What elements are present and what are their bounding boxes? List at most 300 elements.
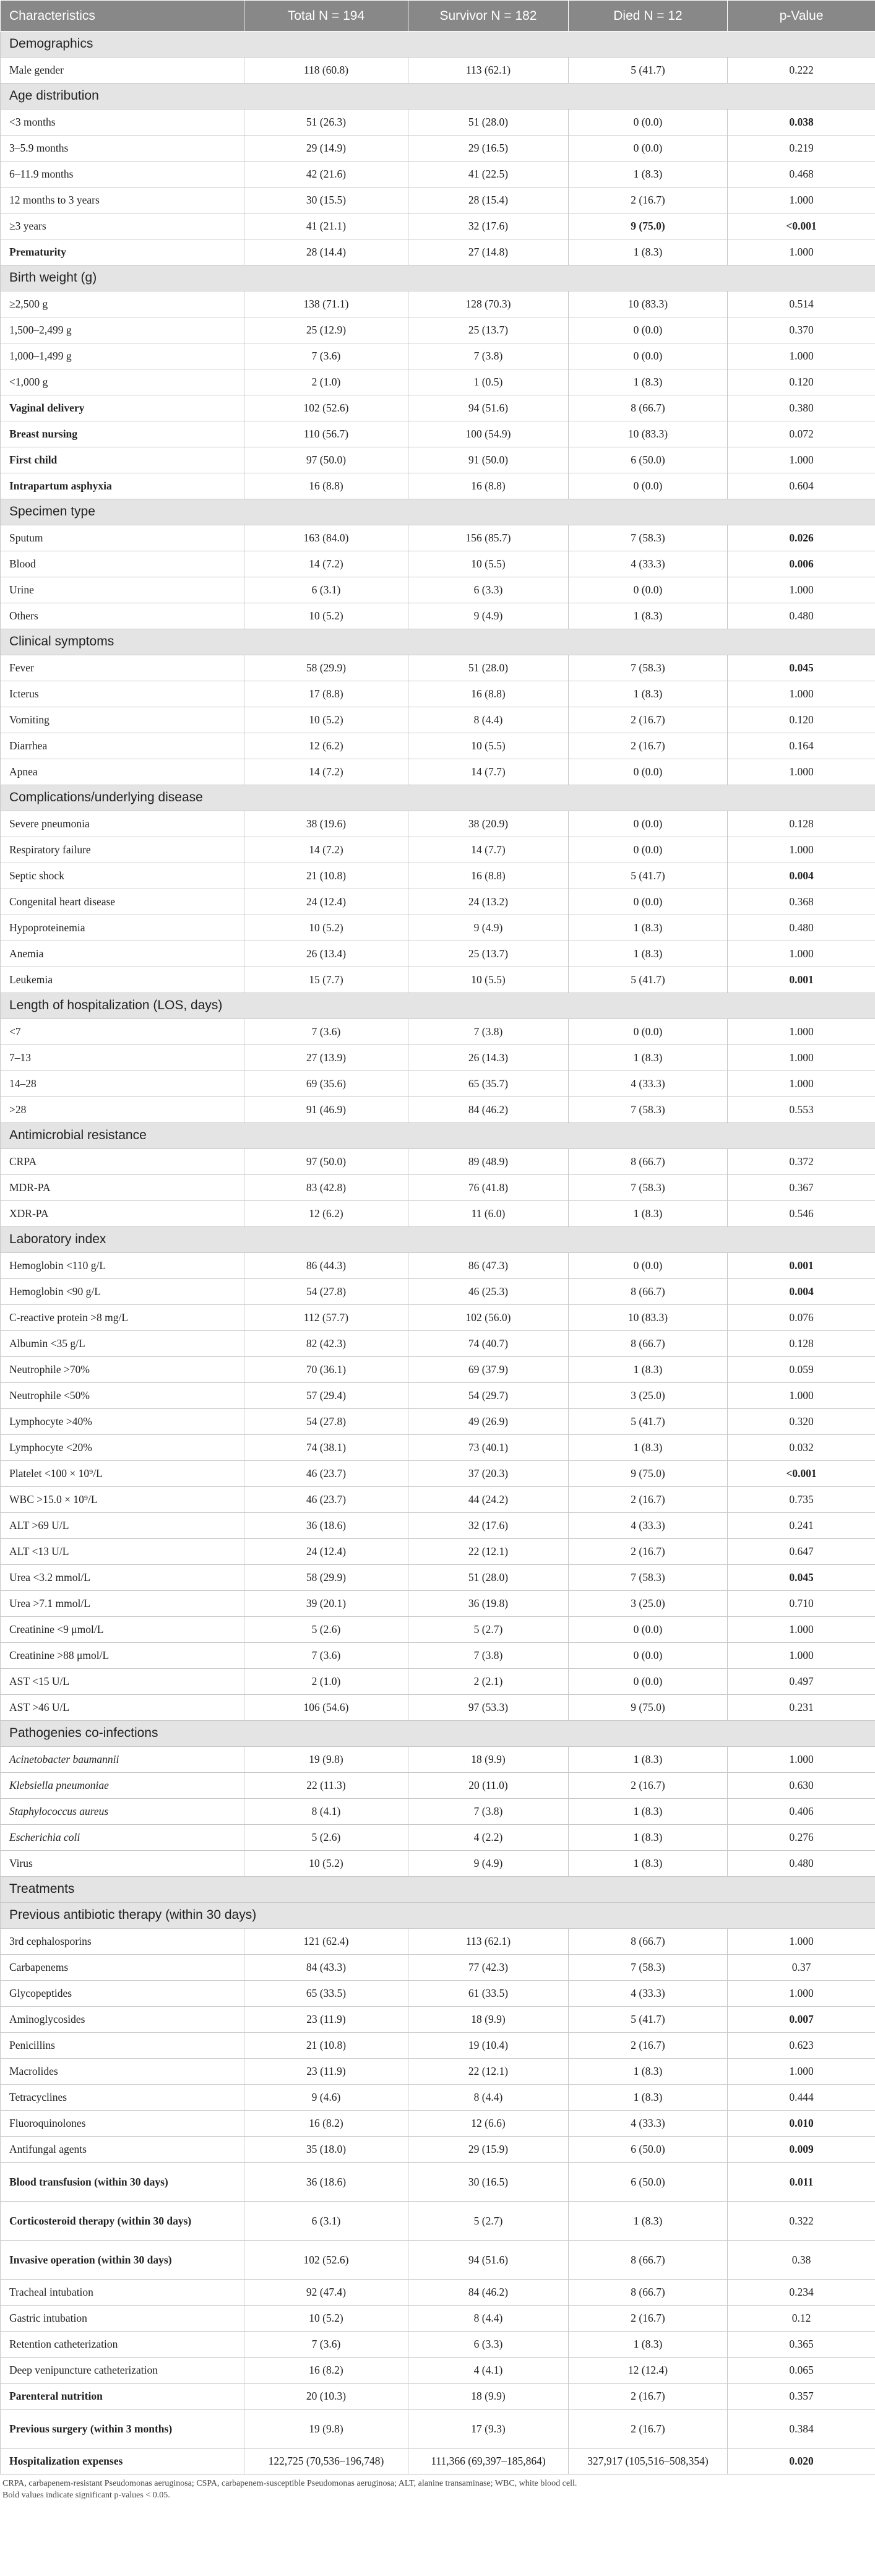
table-row (1, 1253, 875, 1279)
died-cell: 0 (0.0) (569, 1019, 728, 1045)
row-label-cell: Klebsiella pneumoniae (1, 1773, 244, 1799)
section-header-row (1, 1721, 875, 1747)
died-cell: 5 (41.7) (569, 1409, 728, 1435)
table-row (1, 421, 875, 447)
survivor-cell: 32 (17.6) (408, 1513, 569, 1539)
survivor-cell: 29 (16.5) (408, 136, 569, 162)
died-cell: 4 (33.3) (569, 1071, 728, 1097)
total-cell: 84 (43.3) (244, 1955, 408, 1981)
table-row (1, 1669, 875, 1695)
table-row (1, 343, 875, 369)
total-cell: 97 (50.0) (244, 1149, 408, 1175)
row-label-cell: AST >46 U/L (1, 1695, 244, 1721)
died-cell: 1 (8.3) (569, 2085, 728, 2111)
row-label-cell: <7 (1, 1019, 244, 1045)
section-title: Clinical symptoms (1, 629, 875, 655)
died-cell: 1 (8.3) (569, 1747, 728, 1773)
survivor-cell: 16 (8.8) (408, 473, 569, 499)
table-row (1, 136, 875, 162)
survivor-cell: 18 (9.9) (408, 2384, 569, 2410)
table-row (1, 551, 875, 577)
total-cell: 10 (5.2) (244, 707, 408, 733)
survivor-cell: 54 (29.7) (408, 1383, 569, 1409)
survivor-cell: 28 (15.4) (408, 187, 569, 213)
survivor-cell: 156 (85.7) (408, 525, 569, 551)
p-value-cell: 0.480 (728, 1851, 875, 1877)
total-cell: 58 (29.9) (244, 655, 408, 681)
survivor-cell: 69 (37.9) (408, 1357, 569, 1383)
died-cell: 2 (16.7) (569, 2410, 728, 2449)
p-value-cell: 0.37 (728, 1955, 875, 1981)
section-title: Birth weight (g) (1, 265, 875, 291)
row-label-cell: <1,000 g (1, 369, 244, 395)
survivor-cell: 111,366 (69,397–185,864) (408, 2449, 569, 2475)
total-cell: 6 (3.1) (244, 2202, 408, 2241)
total-cell: 41 (21.1) (244, 213, 408, 239)
survivor-cell: 25 (13.7) (408, 941, 569, 967)
p-value-cell: 0.604 (728, 473, 875, 499)
table-row (1, 2306, 875, 2332)
table-row (1, 915, 875, 941)
p-value-cell: 0.367 (728, 1175, 875, 1201)
died-cell: 8 (66.7) (569, 1331, 728, 1357)
survivor-cell: 100 (54.9) (408, 421, 569, 447)
p-value-cell: 0.128 (728, 1331, 875, 1357)
total-cell: 54 (27.8) (244, 1409, 408, 1435)
survivor-cell: 25 (13.7) (408, 317, 569, 343)
section-header-row (1, 265, 875, 291)
row-label-cell: ALT >69 U/L (1, 1513, 244, 1539)
p-value-cell: 0.497 (728, 1669, 875, 1695)
row-label-cell: Escherichia coli (1, 1825, 244, 1851)
total-cell: 22 (11.3) (244, 1773, 408, 1799)
survivor-cell: 94 (51.6) (408, 395, 569, 421)
row-label-cell: CRPA (1, 1149, 244, 1175)
survivor-cell: 36 (19.8) (408, 1591, 569, 1617)
table-row (1, 889, 875, 915)
survivor-cell: 51 (28.0) (408, 655, 569, 681)
survivor-cell: 22 (12.1) (408, 2059, 569, 2085)
row-label-cell: Icterus (1, 681, 244, 707)
total-cell: 69 (35.6) (244, 1071, 408, 1097)
p-value-cell: 1.000 (728, 1981, 875, 2007)
total-cell: 82 (42.3) (244, 1331, 408, 1357)
table-row (1, 2332, 875, 2358)
table-row (1, 1825, 875, 1851)
survivor-cell: 113 (62.1) (408, 1929, 569, 1955)
row-label-cell: Glycopeptides (1, 1981, 244, 2007)
row-label-cell: C-reactive protein >8 mg/L (1, 1305, 244, 1331)
p-value-cell: 0.001 (728, 1253, 875, 1279)
row-label-cell: >28 (1, 1097, 244, 1123)
p-value-cell: 1.000 (728, 1643, 875, 1669)
table-row (1, 1851, 875, 1877)
died-cell: 0 (0.0) (569, 343, 728, 369)
p-value-cell: 0.026 (728, 525, 875, 551)
total-cell: 39 (20.1) (244, 1591, 408, 1617)
p-value-cell: 0.222 (728, 58, 875, 84)
total-cell: 19 (9.8) (244, 2410, 408, 2449)
section-title: Pathogenies co-infections (1, 1721, 875, 1747)
header-total: Total N = 194 (244, 1, 408, 32)
total-cell: 7 (3.6) (244, 1643, 408, 1669)
died-cell: 3 (25.0) (569, 1383, 728, 1409)
section-title: Previous antibiotic therapy (within 30 days) (1, 1903, 875, 1929)
p-value-cell: 0.164 (728, 733, 875, 759)
survivor-cell: 10 (5.5) (408, 967, 569, 993)
total-cell: 14 (7.2) (244, 837, 408, 863)
survivor-cell: 49 (26.9) (408, 1409, 569, 1435)
died-cell: 2 (16.7) (569, 2384, 728, 2410)
row-label-cell: ≥3 years (1, 213, 244, 239)
died-cell: 7 (58.3) (569, 1175, 728, 1201)
p-value-cell: 0.514 (728, 291, 875, 317)
total-cell: 14 (7.2) (244, 551, 408, 577)
p-value-cell: 0.647 (728, 1539, 875, 1565)
died-cell: 5 (41.7) (569, 863, 728, 889)
died-cell: 4 (33.3) (569, 1981, 728, 2007)
survivor-cell: 14 (7.7) (408, 759, 569, 785)
died-cell: 6 (50.0) (569, 447, 728, 473)
died-cell: 0 (0.0) (569, 136, 728, 162)
survivor-cell: 89 (48.9) (408, 1149, 569, 1175)
table-row (1, 1305, 875, 1331)
row-label-cell: Acinetobacter baumannii (1, 1747, 244, 1773)
total-cell: 46 (23.7) (244, 1461, 408, 1487)
total-cell: 9 (4.6) (244, 2085, 408, 2111)
table-row (1, 577, 875, 603)
survivor-cell: 5 (2.7) (408, 2202, 569, 2241)
survivor-cell: 97 (53.3) (408, 1695, 569, 1721)
table-header-row (1, 1, 875, 32)
table-row (1, 2137, 875, 2163)
p-value-cell: 1.000 (728, 1617, 875, 1643)
header-characteristics: Characteristics (1, 1, 244, 32)
total-cell: 70 (36.1) (244, 1357, 408, 1383)
survivor-cell: 73 (40.1) (408, 1435, 569, 1461)
survivor-cell: 44 (24.2) (408, 1487, 569, 1513)
p-value-cell: 0.320 (728, 1409, 875, 1435)
died-cell: 1 (8.3) (569, 239, 728, 265)
survivor-cell: 27 (14.8) (408, 239, 569, 265)
total-cell: 121 (62.4) (244, 1929, 408, 1955)
total-cell: 8 (4.1) (244, 1799, 408, 1825)
table-row (1, 2384, 875, 2410)
p-value-cell: 1.000 (728, 837, 875, 863)
row-label-cell: Prematurity (1, 239, 244, 265)
row-label-cell: WBC >15.0 × 10⁹/L (1, 1487, 244, 1513)
survivor-cell: 51 (28.0) (408, 1565, 569, 1591)
died-cell: 1 (8.3) (569, 915, 728, 941)
table-row (1, 187, 875, 213)
header-died: Died N = 12 (569, 1, 728, 32)
died-cell: 5 (41.7) (569, 2007, 728, 2033)
p-value-cell: 0.032 (728, 1435, 875, 1461)
section-header-row (1, 1227, 875, 1253)
p-value-cell: 0.009 (728, 2137, 875, 2163)
died-cell: 8 (66.7) (569, 1279, 728, 1305)
total-cell: 24 (12.4) (244, 889, 408, 915)
table-row (1, 58, 875, 84)
survivor-cell: 37 (20.3) (408, 1461, 569, 1487)
row-label-cell: Creatinine <9 μmol/L (1, 1617, 244, 1643)
row-label-cell: Apnea (1, 759, 244, 785)
row-label-cell: Staphylococcus aureus (1, 1799, 244, 1825)
header-survivor: Survivor N = 182 (408, 1, 569, 32)
table-row (1, 1331, 875, 1357)
total-cell: 10 (5.2) (244, 915, 408, 941)
table-row (1, 1279, 875, 1305)
survivor-cell: 8 (4.4) (408, 2306, 569, 2332)
p-value-cell: 0.007 (728, 2007, 875, 2033)
table-row (1, 239, 875, 265)
row-label-cell: Urea >7.1 mmol/L (1, 1591, 244, 1617)
died-cell: 2 (16.7) (569, 187, 728, 213)
total-cell: 46 (23.7) (244, 1487, 408, 1513)
section-header-row (1, 785, 875, 811)
died-cell: 2 (16.7) (569, 2033, 728, 2059)
table-row (1, 1357, 875, 1383)
table-row (1, 213, 875, 239)
row-label-cell: Retention catheterization (1, 2332, 244, 2358)
row-label-cell: Septic shock (1, 863, 244, 889)
header-p-value: p-Value (728, 1, 875, 32)
survivor-cell: 94 (51.6) (408, 2241, 569, 2280)
survivor-cell: 74 (40.7) (408, 1331, 569, 1357)
died-cell: 4 (33.3) (569, 551, 728, 577)
table-row (1, 1097, 875, 1123)
died-cell: 8 (66.7) (569, 1149, 728, 1175)
died-cell: 4 (33.3) (569, 2111, 728, 2137)
section-title: Laboratory index (1, 1227, 875, 1253)
survivor-cell: 51 (28.0) (408, 110, 569, 136)
survivor-cell: 9 (4.9) (408, 1851, 569, 1877)
total-cell: 36 (18.6) (244, 2163, 408, 2202)
survivor-cell: 102 (56.0) (408, 1305, 569, 1331)
total-cell: 86 (44.3) (244, 1253, 408, 1279)
p-value-cell: 0.444 (728, 2085, 875, 2111)
total-cell: 12 (6.2) (244, 1201, 408, 1227)
section-title: Length of hospitalization (LOS, days) (1, 993, 875, 1019)
p-value-cell: 0.120 (728, 369, 875, 395)
total-cell: 16 (8.2) (244, 2358, 408, 2384)
died-cell: 1 (8.3) (569, 941, 728, 967)
died-cell: 0 (0.0) (569, 837, 728, 863)
total-cell: 10 (5.2) (244, 603, 408, 629)
p-value-cell: 0.710 (728, 1591, 875, 1617)
p-value-cell: 0.065 (728, 2358, 875, 2384)
table-row (1, 525, 875, 551)
died-cell: 2 (16.7) (569, 1487, 728, 1513)
total-cell: 91 (46.9) (244, 1097, 408, 1123)
section-header-row (1, 499, 875, 525)
table-body (1, 32, 875, 2475)
survivor-cell: 7 (3.8) (408, 1799, 569, 1825)
died-cell: 3 (25.0) (569, 1591, 728, 1617)
p-value-cell: 0.480 (728, 603, 875, 629)
p-value-cell: <0.001 (728, 213, 875, 239)
row-label-cell: Diarrhea (1, 733, 244, 759)
p-value-cell: 0.276 (728, 1825, 875, 1851)
died-cell: 1 (8.3) (569, 1357, 728, 1383)
row-label-cell: 3rd cephalosporins (1, 1929, 244, 1955)
total-cell: 163 (84.0) (244, 525, 408, 551)
died-cell: 1 (8.3) (569, 1045, 728, 1071)
p-value-cell: 0.480 (728, 915, 875, 941)
total-cell: 102 (52.6) (244, 2241, 408, 2280)
p-value-cell: 0.011 (728, 2163, 875, 2202)
table-row (1, 1487, 875, 1513)
total-cell: 5 (2.6) (244, 1617, 408, 1643)
died-cell: 1 (8.3) (569, 2202, 728, 2241)
row-label-cell: <3 months (1, 110, 244, 136)
died-cell: 6 (50.0) (569, 2137, 728, 2163)
p-value-cell: <0.001 (728, 1461, 875, 1487)
table-footnote (0, 2475, 875, 2502)
row-label-cell: Blood transfusion (within 30 days) (1, 2163, 244, 2202)
survivor-cell: 38 (20.9) (408, 811, 569, 837)
survivor-cell: 12 (6.6) (408, 2111, 569, 2137)
table-row (1, 1409, 875, 1435)
total-cell: 7 (3.6) (244, 343, 408, 369)
died-cell: 10 (83.3) (569, 421, 728, 447)
table-row (1, 967, 875, 993)
p-value-cell: 0.038 (728, 110, 875, 136)
table-row (1, 1643, 875, 1669)
row-label-cell: Anemia (1, 941, 244, 967)
total-cell: 74 (38.1) (244, 1435, 408, 1461)
row-label-cell: Respiratory failure (1, 837, 244, 863)
died-cell: 0 (0.0) (569, 1617, 728, 1643)
died-cell: 0 (0.0) (569, 110, 728, 136)
p-value-cell: 0.072 (728, 421, 875, 447)
total-cell: 83 (42.8) (244, 1175, 408, 1201)
died-cell: 10 (83.3) (569, 1305, 728, 1331)
died-cell: 1 (8.3) (569, 2059, 728, 2085)
total-cell: 42 (21.6) (244, 162, 408, 187)
died-cell: 8 (66.7) (569, 2241, 728, 2280)
p-value-cell: 1.000 (728, 2059, 875, 2085)
row-label-cell: Tetracyclines (1, 2085, 244, 2111)
died-cell: 1 (8.3) (569, 1851, 728, 1877)
survivor-cell: 84 (46.2) (408, 2280, 569, 2306)
died-cell: 0 (0.0) (569, 473, 728, 499)
total-cell: 97 (50.0) (244, 447, 408, 473)
survivor-cell: 2 (2.1) (408, 1669, 569, 1695)
died-cell: 7 (58.3) (569, 1097, 728, 1123)
table-row (1, 1565, 875, 1591)
died-cell: 0 (0.0) (569, 1253, 728, 1279)
row-label-cell: 6–11.9 months (1, 162, 244, 187)
table-row (1, 1695, 875, 1721)
table-row (1, 837, 875, 863)
table-row (1, 811, 875, 837)
survivor-cell: 8 (4.4) (408, 707, 569, 733)
table-row (1, 2033, 875, 2059)
total-cell: 110 (56.7) (244, 421, 408, 447)
footnote-bold-note: Bold values indicate significant p-values < 0.05. (2, 2490, 170, 2500)
row-label-cell: Carbapenems (1, 1955, 244, 1981)
died-cell: 8 (66.7) (569, 395, 728, 421)
table-row (1, 681, 875, 707)
total-cell: 20 (10.3) (244, 2384, 408, 2410)
p-value-cell: 0.322 (728, 2202, 875, 2241)
table-row (1, 733, 875, 759)
survivor-cell: 6 (3.3) (408, 2332, 569, 2358)
row-label-cell: MDR-PA (1, 1175, 244, 1201)
total-cell: 36 (18.6) (244, 1513, 408, 1539)
table-row (1, 395, 875, 421)
table-row (1, 1201, 875, 1227)
row-label-cell: 3–5.9 months (1, 136, 244, 162)
died-cell: 2 (16.7) (569, 733, 728, 759)
row-label-cell: Hospitalization expenses (1, 2449, 244, 2475)
row-label-cell: Neutrophile >70% (1, 1357, 244, 1383)
row-label-cell: 14–28 (1, 1071, 244, 1097)
table-row (1, 1773, 875, 1799)
total-cell: 15 (7.7) (244, 967, 408, 993)
table-row (1, 1383, 875, 1409)
p-value-cell: 0.234 (728, 2280, 875, 2306)
died-cell: 7 (58.3) (569, 1955, 728, 1981)
row-label-cell: 1,500–2,499 g (1, 317, 244, 343)
survivor-cell: 24 (13.2) (408, 889, 569, 915)
p-value-cell: 0.059 (728, 1357, 875, 1383)
row-label-cell: Platelet <100 × 10⁹/L (1, 1461, 244, 1487)
row-label-cell: Deep venipuncture catheterization (1, 2358, 244, 2384)
p-value-cell: 1.000 (728, 1019, 875, 1045)
table-row (1, 863, 875, 889)
died-cell: 2 (16.7) (569, 1773, 728, 1799)
total-cell: 106 (54.6) (244, 1695, 408, 1721)
total-cell: 65 (33.5) (244, 1981, 408, 2007)
survivor-cell: 16 (8.8) (408, 681, 569, 707)
row-label-cell: Neutrophile <50% (1, 1383, 244, 1409)
p-value-cell: 0.468 (728, 162, 875, 187)
row-label-cell: 7–13 (1, 1045, 244, 1071)
survivor-cell: 46 (25.3) (408, 1279, 569, 1305)
p-value-cell: 0.357 (728, 2384, 875, 2410)
row-label-cell: Vomiting (1, 707, 244, 733)
p-value-cell: 0.735 (728, 1487, 875, 1513)
died-cell: 7 (58.3) (569, 1565, 728, 1591)
row-label-cell: XDR-PA (1, 1201, 244, 1227)
died-cell: 8 (66.7) (569, 2280, 728, 2306)
survivor-cell: 10 (5.5) (408, 733, 569, 759)
died-cell: 0 (0.0) (569, 811, 728, 837)
table-row (1, 1591, 875, 1617)
survivor-cell: 77 (42.3) (408, 1955, 569, 1981)
row-label-cell: Vaginal delivery (1, 395, 244, 421)
survivor-cell: 22 (12.1) (408, 1539, 569, 1565)
died-cell: 6 (50.0) (569, 2163, 728, 2202)
table-row (1, 447, 875, 473)
table-row (1, 941, 875, 967)
died-cell: 0 (0.0) (569, 1669, 728, 1695)
survivor-cell: 113 (62.1) (408, 58, 569, 84)
section-header-row (1, 1903, 875, 1929)
row-label-cell: Severe pneumonia (1, 811, 244, 837)
total-cell: 58 (29.9) (244, 1565, 408, 1591)
table-row (1, 162, 875, 187)
table-row (1, 110, 875, 136)
died-cell: 4 (33.3) (569, 1513, 728, 1539)
table-row (1, 2111, 875, 2137)
table-row (1, 1929, 875, 1955)
row-label-cell: Gastric intubation (1, 2306, 244, 2332)
table-row (1, 1071, 875, 1097)
died-cell: 2 (16.7) (569, 1539, 728, 1565)
